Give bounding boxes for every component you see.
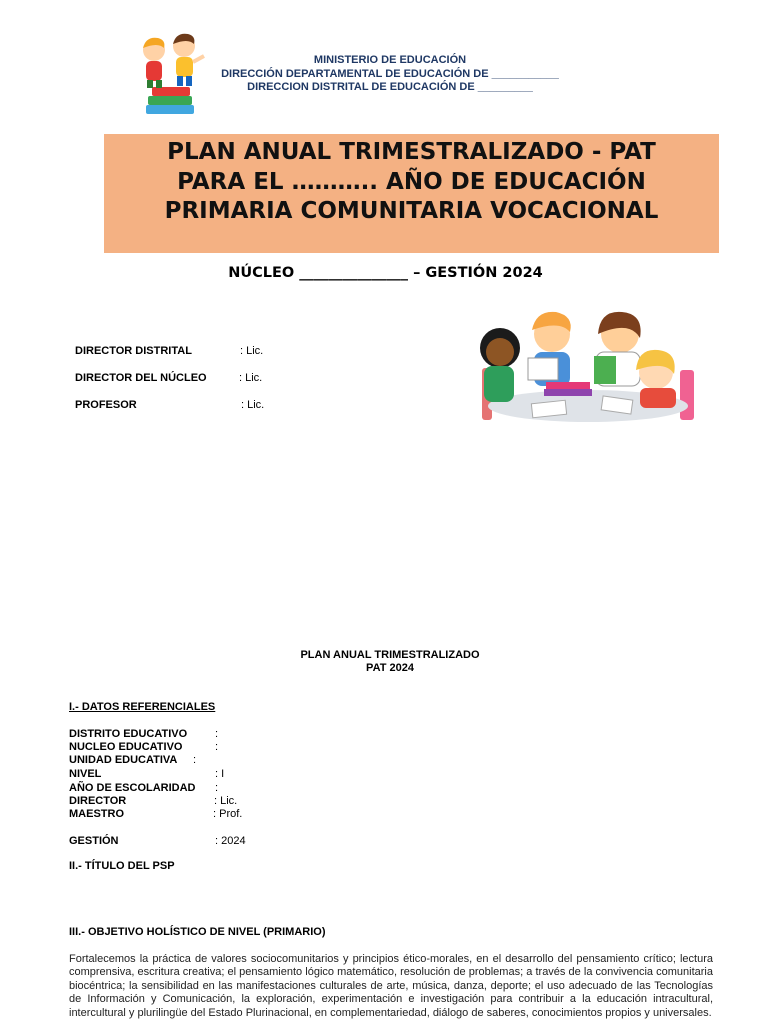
row-value: : 2024: [215, 835, 246, 847]
row-label: DISTRITO EDUCATIVO: [69, 728, 188, 740]
objetivo-heading: III.- OBJETIVO HOLÍSTICO DE NIVEL (PRIMARIO): [69, 926, 326, 938]
row-label: AÑO DE ESCOLARIDAD: [69, 782, 196, 794]
staff-label-director-nucleo: DIRECTOR DEL NÚCLEO: [75, 372, 207, 384]
staff-value-director-nucleo: : Lic.: [239, 372, 263, 384]
plan-title-line-1: PLAN ANUAL TRIMESTRALIZADO: [300, 649, 480, 661]
objetivo-paragraph: Fortalecemos la práctica de valores sociocomunitarios y principios ético-morales, en el desarrollo del pensamiento crítico; lectura comprensiva, escritura creativa; el pensamiento lógico matemático, resolución de problemas; a través de la convivencia comunitaria biocéntrica; la sensibilidad en las manifestaciones culturales de arte, música, danza, deporte; el uso adecuado de las Tecnologías de Información y Comunicación, la exploración, experimentación e investigación para contribuir a la educación intracultural, intercultural y plurilingüe del Estado Plurinacional, en complementariedad, diálogo de saberes, conocimientos propios y universales.: [69, 953, 713, 1019]
staff-label-profesor: PROFESOR: [75, 399, 137, 411]
district-line: DIRECCION DISTRITAL DE EDUCACIÓN DE _________: [247, 81, 533, 93]
title-banner: [104, 134, 719, 253]
title-line-3: PRIMARIA COMUNITARIA VOCACIONAL: [164, 198, 659, 224]
row-value: :: [193, 754, 197, 766]
row-label: GESTIÓN: [69, 835, 119, 847]
datos-referenciales-table: [69, 728, 369, 853]
row-value: :: [215, 741, 219, 753]
staff-label-director-distrital: DIRECTOR DISTRITAL: [75, 345, 192, 357]
titulo-psp-heading: II.- TÍTULO DEL PSP: [69, 860, 175, 872]
row-label: MAESTRO: [69, 808, 124, 820]
ministry-line: MINISTERIO DE EDUCACIÓN: [313, 54, 467, 66]
plan-title-line-2: PAT 2024: [366, 662, 414, 674]
staff-value-profesor: : Lic.: [241, 399, 265, 411]
departmental-line: DIRECCIÓN DEPARTAMENTAL DE EDUCACIÓN DE ___________: [221, 67, 559, 80]
row-label: NUCLEO EDUCATIVO: [69, 741, 183, 753]
staff-value-director-distrital: : Lic.: [240, 345, 264, 357]
row-value: :: [215, 728, 219, 740]
row-label: DIRECTOR: [69, 795, 127, 807]
title-line-2: PARA EL ……….. AÑO DE EDUCACIÓN: [177, 168, 646, 195]
nucleo-gestion-line: NÚCLEO _______________ – GESTIÓN 2024: [228, 265, 543, 281]
row-value: :: [215, 782, 219, 794]
row-label: UNIDAD EDUCATIVA: [69, 754, 178, 766]
plan-title: [240, 649, 540, 675]
row-value: : Prof.: [213, 808, 243, 820]
datos-referenciales-heading: I.- DATOS REFERENCIALES: [69, 701, 216, 713]
staff-list: [75, 345, 325, 415]
title-line-1: PLAN ANUAL TRIMESTRALIZADO - PAT: [167, 139, 656, 165]
kids-reading-illustration: [470, 308, 698, 424]
row-value: : I: [215, 768, 225, 780]
institution-header: [200, 54, 580, 95]
row-label: NIVEL: [69, 768, 102, 780]
row-value: : Lic.: [214, 795, 238, 807]
